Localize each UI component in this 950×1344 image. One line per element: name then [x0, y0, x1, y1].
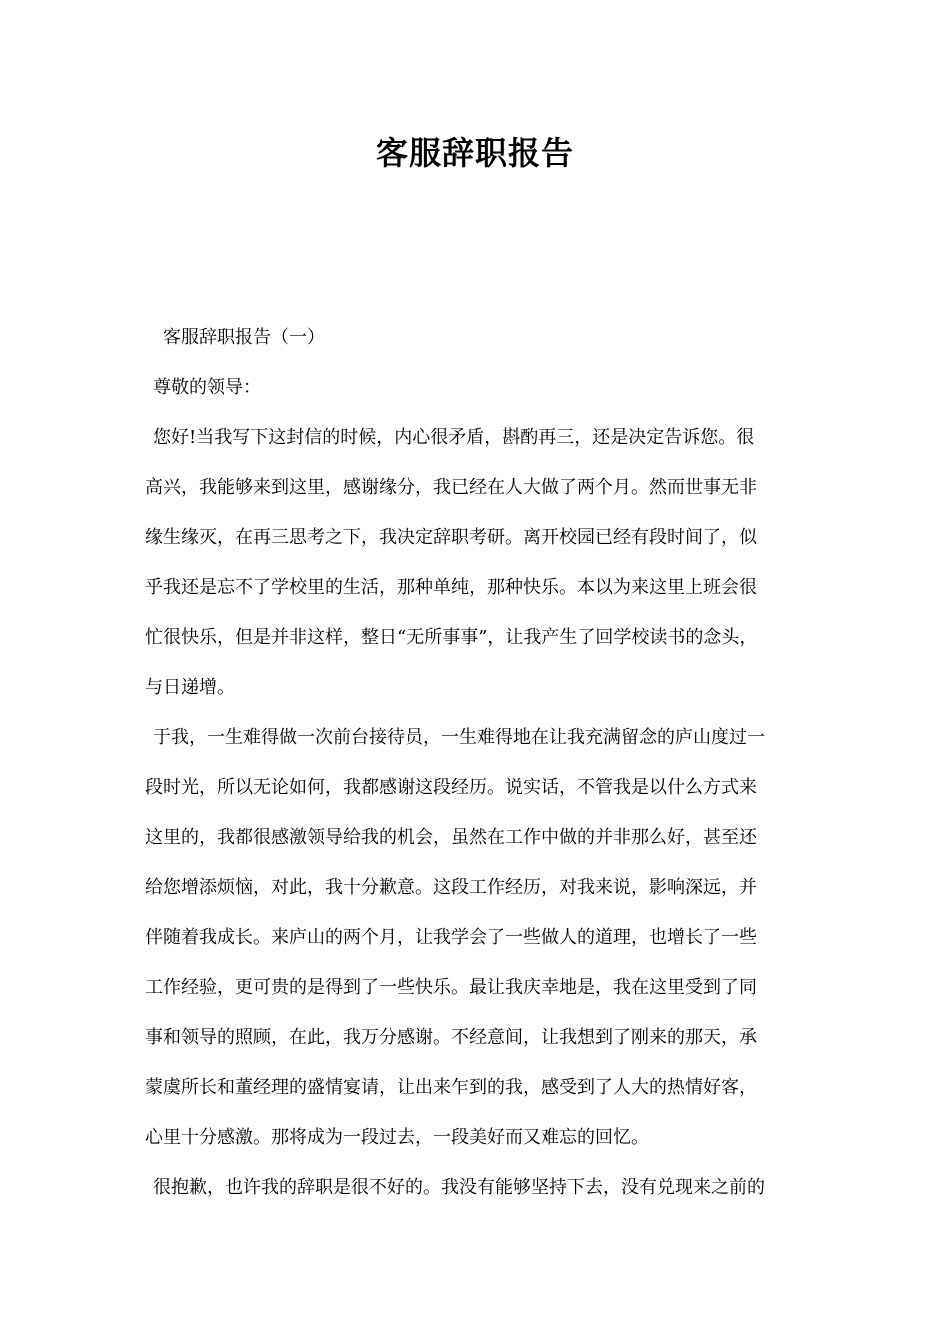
body-line: 事和领导的照顾，在此，我万分感谢。不经意间，让我想到了刚来的那天，承 — [145, 1027, 757, 1048]
salutation: 尊敬的领导： — [153, 377, 261, 398]
body-line: 乎我还是忘不了学校里的生活，那种单纯，那种快乐。本以为来这里上班会很 — [145, 577, 757, 598]
body-line: 心里十分感激。那将成为一段过去，一段美好而又难忘的回忆。 — [145, 1127, 649, 1148]
body-line: 伴随着我成长。来庐山的两个月，让我学会了一些做人的道理，也增长了一些 — [145, 927, 757, 948]
body-line: 与日递增。 — [145, 677, 235, 698]
body-line: 段时光，所以无论如何，我都感谢这段经历。说实话，不管我是以什么方式来 — [145, 777, 757, 798]
body-line: 很抱歉，也许我的辞职是很不好的。我没有能够坚持下去，没有兑现来之前的 — [153, 1177, 765, 1198]
body-line: 缘生缘灭，在再三思考之下，我决定辞职考研。离开校园已经有段时间了，似 — [145, 527, 757, 548]
body-line: 忙很快乐，但是并非这样，整日“无所事事”，让我产生了回学校读书的念头， — [145, 627, 758, 648]
section-heading: 客服辞职报告（一） — [163, 327, 325, 348]
body-line: 高兴，我能够来到这里，感谢缘分，我已经在人大做了两个月。然而世事无非 — [145, 477, 757, 498]
document-title: 客服辞职报告 — [375, 134, 574, 172]
body-line: 于我，一生难得做一次前台接待员，一生难得地在让我充满留念的庐山度过一 — [153, 727, 765, 748]
body-line: 给您增添烦恼，对此，我十分歉意。这段工作经历，对我来说，影响深远，并 — [145, 877, 757, 898]
body-line: 这里的，我都很感激领导给我的机会，虽然在工作中做的并非那么好，甚至还 — [145, 827, 757, 848]
body-line: 蒙虞所长和董经理的盛情宴请，让出来乍到的我，感受到了人大的热情好客， — [145, 1077, 757, 1098]
body-line: 工作经验，更可贵的是得到了一些快乐。最让我庆幸地是，我在这里受到了同 — [145, 977, 757, 998]
body-line: 您好!当我写下这封信的时候，内心很矛盾，斟酌再三，还是决定告诉您。很 — [153, 427, 755, 448]
